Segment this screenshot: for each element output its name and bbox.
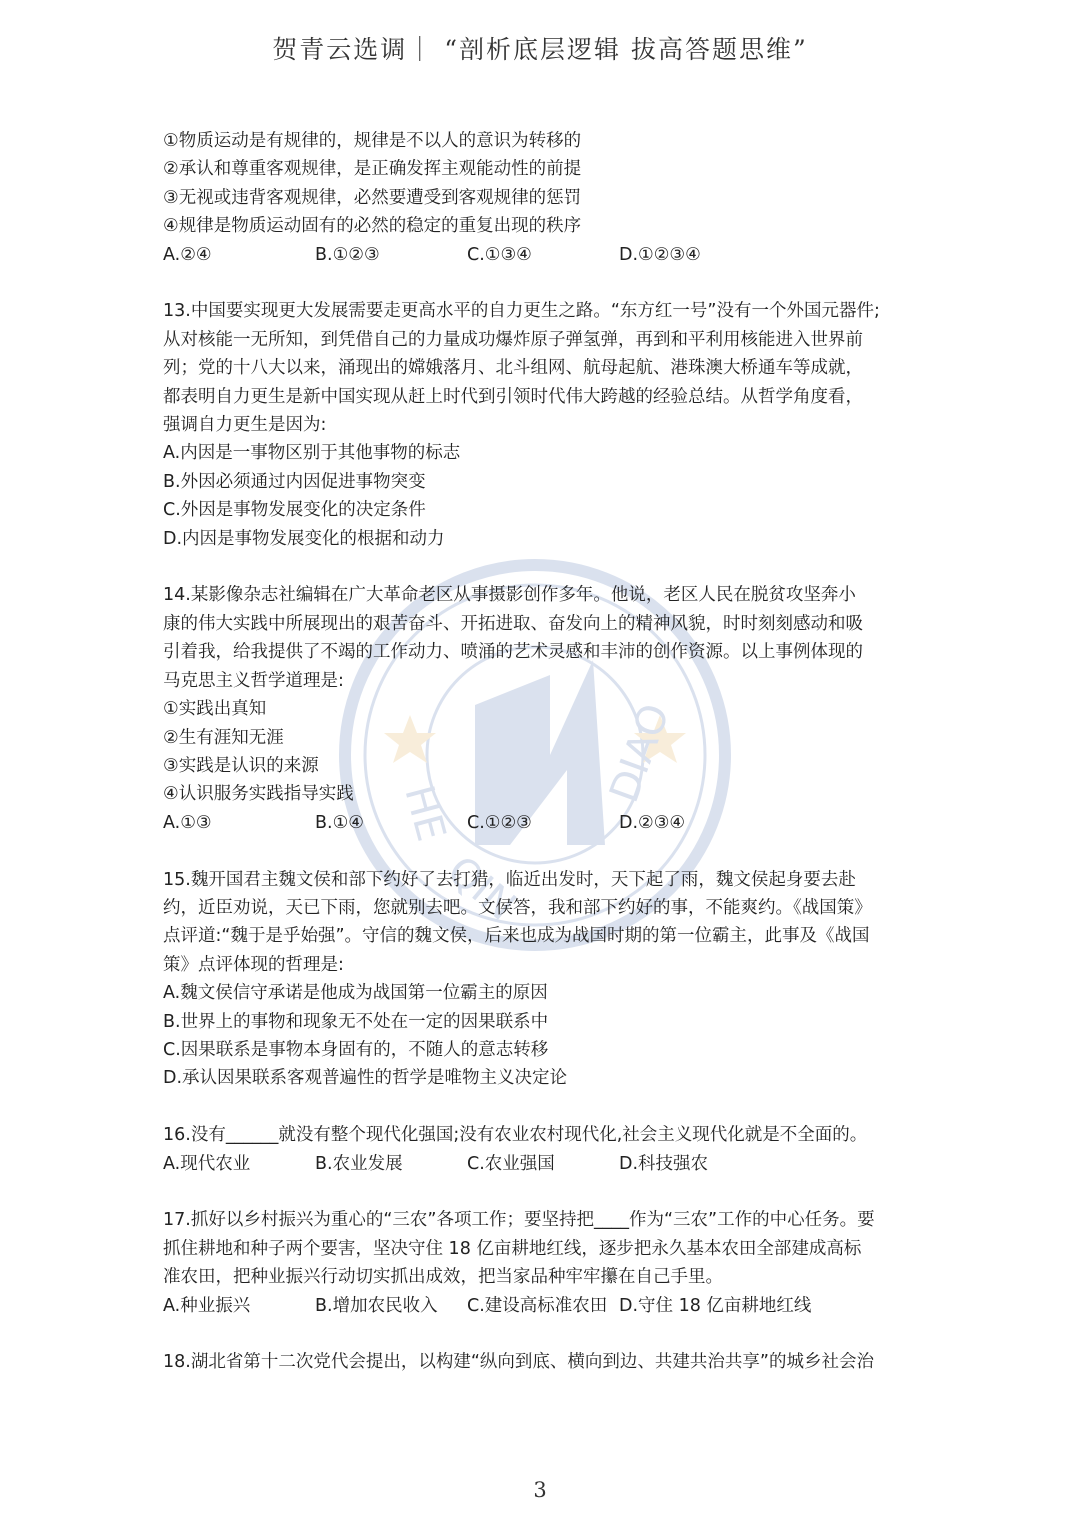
q12-option-a: A.②④ <box>163 244 212 265</box>
page-header: 贺青云选调｜ “剖析底层逻辑 拔高答题思维” <box>272 35 808 64</box>
q16-stem: 16.没有______就没有整个现代化强国;没有农业农村现代化,社会主义现代化就是不全面的。 <box>163 1125 868 1146</box>
q13-stem-line: 都表明自力更生是新中国实现从赶上时代到引领时代伟大跨越的经验总结。从哲学角度看， <box>163 386 863 407</box>
page-number: 3 <box>533 1478 547 1502</box>
q16-option-a: A.现代农业 <box>163 1153 251 1174</box>
q14-stem-line: 14.某影像杂志社编辑在广大革命老区从事摄影创作多年。他说，老区人民在脱贫攻坚奔小 <box>163 585 856 606</box>
q18-stem-line: 18.湖北省第十二次党代会提出，以构建“纵向到底、横向到边、共建共治共享”的城乡社会治 <box>163 1352 874 1373</box>
q13-stem-line: 13.中国要实现更大发展需要走更高水平的自力更生之路。“东方红一号”没有一个外国元器件; <box>163 301 880 322</box>
q17-option-a: A.种业振兴 <box>163 1295 251 1316</box>
q14-item: ③实践是认识的来源 <box>163 755 319 776</box>
q17-stem-line: 准农田，把种业振兴行动切实抓出成效，把当家品种牢牢攥在自己手里。 <box>163 1267 723 1288</box>
q16-options <box>163 1150 923 1178</box>
q14-stem-line: 马克思主义哲学道理是: <box>163 670 344 691</box>
q12-statement-1: ①物质运动是有规律的，规律是不以人的意识为转移的 <box>163 131 582 151</box>
q15-option-a: A.魏文侯信守承诺是他成为战国第一位霸主的原因 <box>163 983 548 1004</box>
q13-option-d: D.内因是事物发展变化的根据和动力 <box>163 528 445 549</box>
q15-option-b: B.世界上的事物和现象无不处在一定的因果联系中 <box>163 1011 549 1032</box>
q14-option-c: C.①②③ <box>467 812 532 833</box>
q14-option-a: A.①③ <box>163 812 212 833</box>
q13-option-c: C.外因是事物发展变化的决定条件 <box>163 500 426 521</box>
q17-stem-line: 抓住耕地和种子两个要害，坚决守住 18 亿亩耕地红线，逐步把永久基本农田全部建成高标 <box>163 1238 862 1259</box>
q14-option-b: B.①④ <box>315 812 364 833</box>
q17-option-d: D.守住 18 亿亩耕地红线 <box>619 1295 812 1316</box>
q13-stem-line: 强调自力更生是因为: <box>163 415 327 436</box>
q17-option-c: C.建设高标准农田 <box>467 1295 608 1316</box>
q16-option-b: B.农业发展 <box>315 1153 403 1174</box>
q13-option-b: B.外因必须通过内因促进事物突变 <box>163 471 426 492</box>
q14-stem-line: 康的伟大实践中所展现出的艰苦奋斗、开拓进取、奋发向上的精神风貌，时时刻刻感动和吸 <box>163 613 863 634</box>
q14-stem-line: 引着我，给我提供了不竭的工作动力、喷涌的艺术灵感和丰沛的创作资源。以上事例体现的 <box>163 642 863 663</box>
q16-option-d: D.科技强农 <box>619 1153 709 1174</box>
q17-option-b: B.增加农民收入 <box>315 1295 438 1316</box>
q12-statement-3: ③无视或违背客观规律，必然要遭受到客观规律的惩罚 <box>163 187 582 208</box>
q14-option-d: D.②③④ <box>619 812 686 833</box>
q15-option-c: C.因果联系是事物本身固有的，不随人的意志转移 <box>163 1039 549 1060</box>
q15-stem-line: 点评道:“魏于是乎始强”。守信的魏文侯，后来也成为战国时期的第一位霸主，此事及《战国 <box>163 926 870 947</box>
q12-statement-4: ④规律是物质运动固有的必然的稳定的重复出现的秩序 <box>163 216 582 237</box>
q12-option-d: D.①②③④ <box>619 244 701 265</box>
q16-option-c: C.农业强国 <box>467 1153 555 1174</box>
q13-stem-line: 从对核能一无所知，到凭借自己的力量成功爆炸原子弹氢弹，再到和平利用核能进入世界前 <box>163 329 863 350</box>
q14-item: ①实践出真知 <box>163 699 267 720</box>
q12-option-b: B.①②③ <box>315 244 380 265</box>
q13-stem-line: 列；党的十八大以来，涌现出的嫦娥落月、北斗组网、航母起航、港珠澳大桥通车等成就， <box>163 358 863 379</box>
q14-item: ④认识服务实践指导实践 <box>163 784 354 805</box>
q15-option-d: D.承认因果联系客观普遍性的哲学是唯物主义决定论 <box>163 1068 568 1089</box>
q17-stem-line: 17.抓好以乡村振兴为重心的“三农”各项工作；要坚持把____作为“三农”工作的中心任务。要 <box>163 1210 875 1231</box>
q12-options <box>163 241 923 269</box>
svg-text:HE: HE <box>395 780 455 847</box>
q12-statement-2: ②承认和尊重客观规律，是正确发挥主观能动性的前提 <box>163 159 582 180</box>
svg-text:DIAO: DIAO <box>601 698 679 809</box>
q14-item: ②生有涯知无涯 <box>163 727 284 748</box>
q15-stem-line: 约，近臣劝说，天已下雨，您就别去吧。文侯答，我和部下约好的事，不能爽约。《战国策》 <box>163 897 872 918</box>
q12-option-c: C.①③④ <box>467 244 532 265</box>
q15-stem-line: 15.魏开国君主魏文侯和部下约好了去打猎，临近出发时，天下起了雨，魏文侯起身要去赴 <box>163 869 856 890</box>
svg-text:QIN: QIN <box>438 847 525 930</box>
q13-option-a: A.内因是一事物区别于其他事物的标志 <box>163 443 461 464</box>
question-content <box>163 127 923 1377</box>
q15-stem-line: 策》点评体现的哲理是: <box>163 954 344 975</box>
q14-options <box>163 809 923 837</box>
q17-options <box>163 1292 923 1320</box>
